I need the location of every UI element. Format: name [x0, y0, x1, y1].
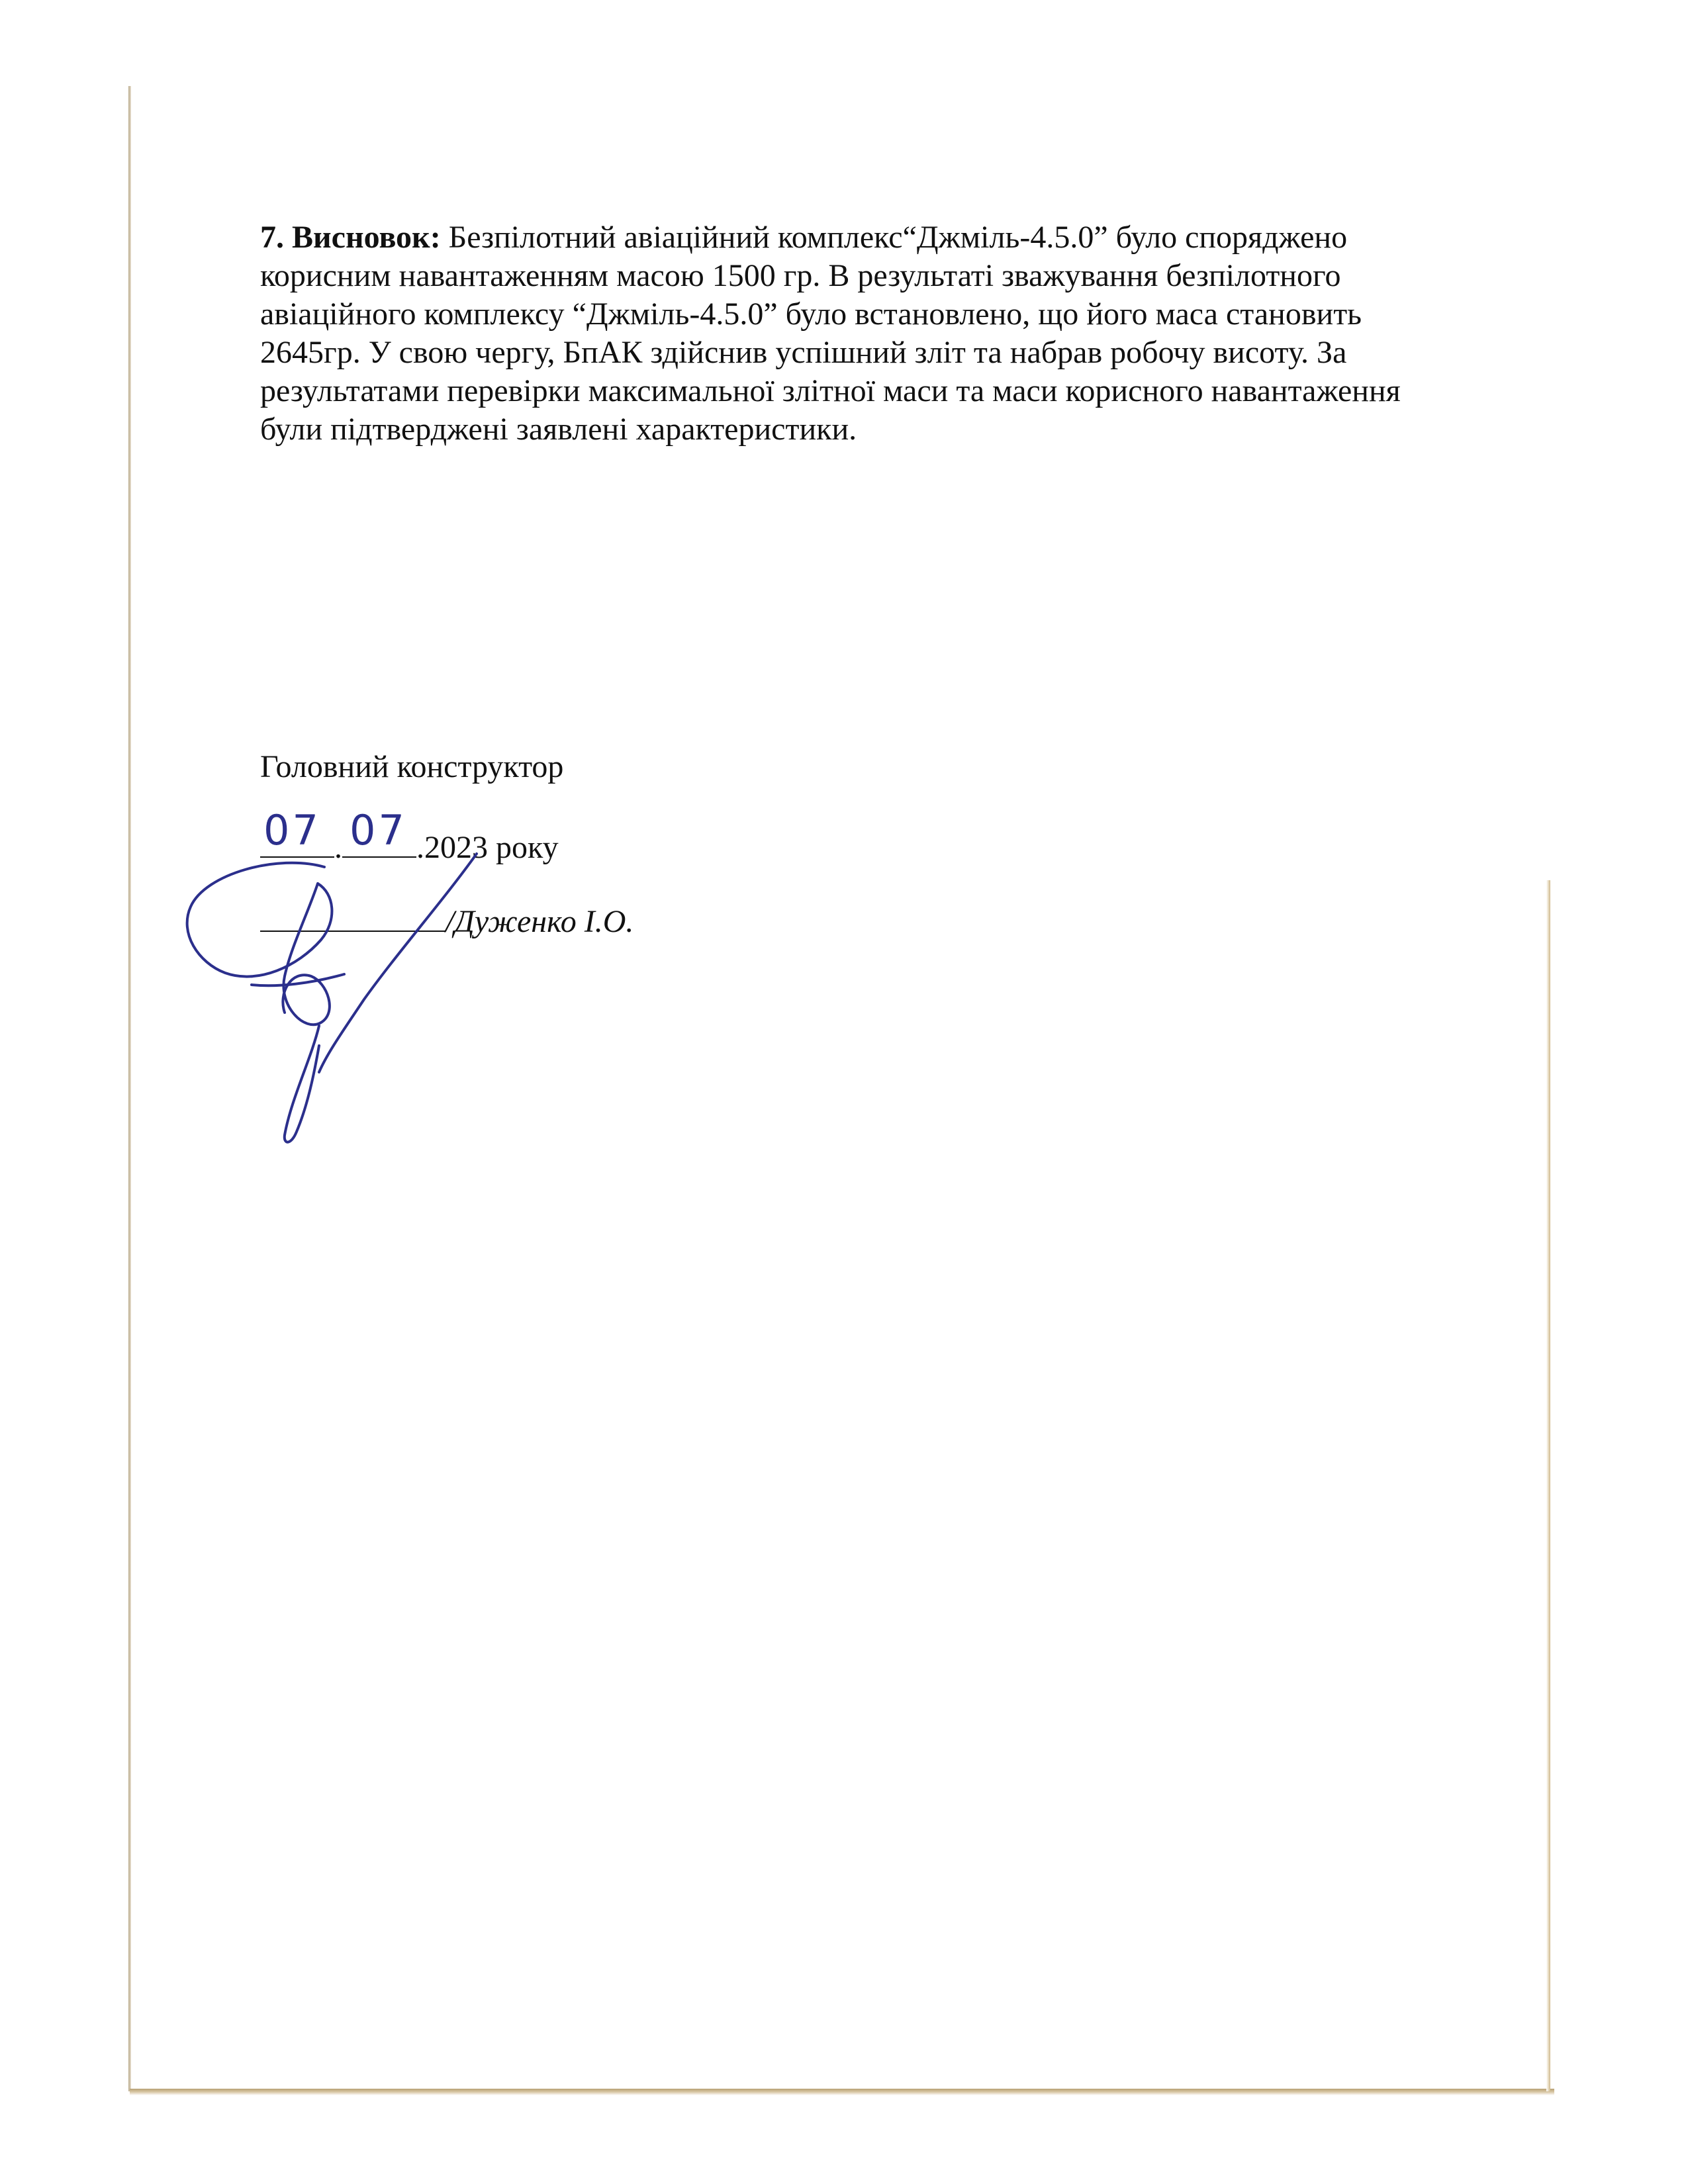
- paper-edge-right: [1546, 880, 1550, 2091]
- handwritten-month: 07: [350, 806, 407, 854]
- signatory-name: /Дуженко І.О.: [445, 904, 634, 939]
- conclusion-text: Безпілотний авіаційний комплекс“Джміль-4.5.0” було споряджено корисним навантаженням масою 1500 гр. В результаті зважування безпілотного авіаційного комплексу “Джміль-4.5.0” було встановлено, що його маса становить 2645гр. У свою чергу, БпАК здійснив успішний зліт та набрав робочу висоту. За результатами перевірки максимальної злітної маси та маси корисного навантаження були підтверджені заявлені характеристики.: [260, 220, 1401, 447]
- date-suffix: .2023 року: [416, 830, 559, 865]
- date-separator: .: [334, 830, 342, 865]
- paper-edge-left: [128, 86, 131, 2091]
- paper-edge-bottom: [130, 2089, 1554, 2095]
- conclusion-label: 7. Висновок:: [260, 220, 441, 255]
- handwritten-day: 07: [263, 806, 321, 854]
- conclusion-paragraph: [260, 218, 1425, 449]
- signatory-role: Головний конструктор: [260, 749, 564, 784]
- handwritten-signature: [179, 834, 496, 1152]
